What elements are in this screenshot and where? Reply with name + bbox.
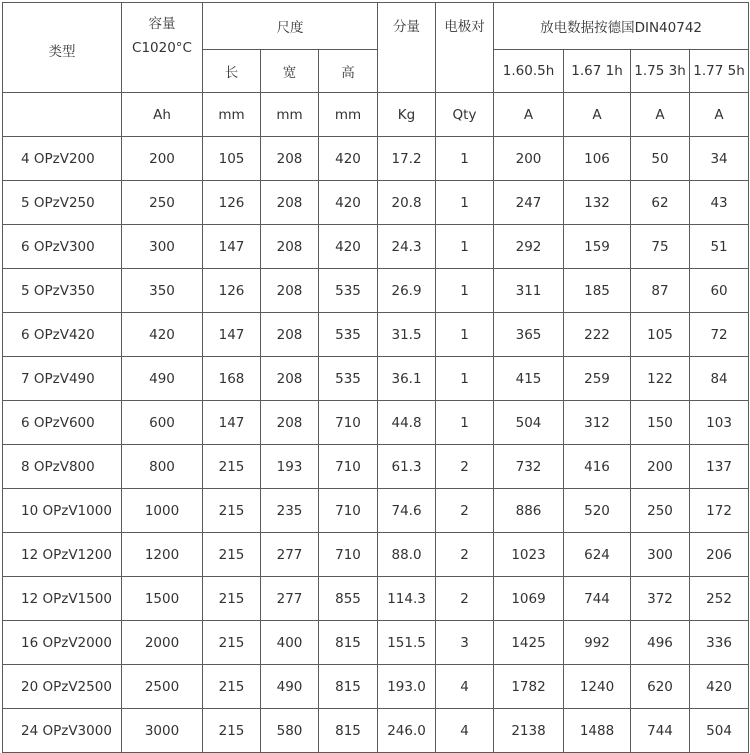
value-cell: 126 <box>203 181 261 225</box>
header-length: 长 <box>203 50 261 93</box>
table-row <box>3 445 749 489</box>
value-cell: 51 <box>690 225 749 269</box>
unit-cell: mm <box>319 93 378 137</box>
table-row <box>3 401 749 445</box>
table-row <box>3 665 749 709</box>
value-cell: 147 <box>203 401 261 445</box>
header-capacity-sub: C1020°C <box>132 40 192 56</box>
battery-spec-table <box>2 2 749 753</box>
model-cell: 12 OPzV1500 <box>3 577 122 621</box>
table-row <box>3 489 749 533</box>
header-capacity-label: 容量 <box>148 16 176 32</box>
value-cell: 1500 <box>122 577 203 621</box>
value-cell: 732 <box>494 445 564 489</box>
value-cell: 215 <box>203 709 261 753</box>
model-cell: 6 OPzV600 <box>3 401 122 445</box>
value-cell: 710 <box>319 401 378 445</box>
value-cell: 247 <box>494 181 564 225</box>
model-cell: 24 OPzV3000 <box>3 709 122 753</box>
value-cell: 185 <box>564 269 631 313</box>
value-cell: 1 <box>436 313 494 357</box>
value-cell: 535 <box>319 357 378 401</box>
value-cell: 415 <box>494 357 564 401</box>
value-cell: 103 <box>690 401 749 445</box>
value-cell: 620 <box>631 665 690 709</box>
value-cell: 992 <box>564 621 631 665</box>
units-row <box>3 93 749 137</box>
value-cell: 1200 <box>122 533 203 577</box>
value-cell: 4 <box>436 665 494 709</box>
value-cell: 1069 <box>494 577 564 621</box>
value-cell: 815 <box>319 621 378 665</box>
value-cell: 580 <box>261 709 319 753</box>
header-poles: 电极对 <box>436 3 494 93</box>
value-cell: 886 <box>494 489 564 533</box>
value-cell: 252 <box>690 577 749 621</box>
table-row <box>3 709 749 753</box>
value-cell: 312 <box>564 401 631 445</box>
units-cell-empty <box>3 93 122 137</box>
value-cell: 815 <box>319 709 378 753</box>
value-cell: 60 <box>690 269 749 313</box>
value-cell: 490 <box>122 357 203 401</box>
value-cell: 105 <box>631 313 690 357</box>
value-cell: 1240 <box>564 665 631 709</box>
value-cell: 3000 <box>122 709 203 753</box>
table-row <box>3 313 749 357</box>
model-cell: 7 OPzV490 <box>3 357 122 401</box>
unit-cell: A <box>631 93 690 137</box>
value-cell: 50 <box>631 137 690 181</box>
value-cell: 710 <box>319 489 378 533</box>
unit-cell: Kg <box>378 93 436 137</box>
unit-cell: A <box>690 93 749 137</box>
value-cell: 168 <box>203 357 261 401</box>
value-cell: 150 <box>631 401 690 445</box>
value-cell: 744 <box>631 709 690 753</box>
value-cell: 215 <box>203 665 261 709</box>
value-cell: 126 <box>203 269 261 313</box>
value-cell: 208 <box>261 313 319 357</box>
table-row <box>3 577 749 621</box>
value-cell: 200 <box>631 445 690 489</box>
value-cell: 26.9 <box>378 269 436 313</box>
value-cell: 44.8 <box>378 401 436 445</box>
header-discharge-col: 1.75 3h <box>631 50 690 93</box>
value-cell: 147 <box>203 225 261 269</box>
value-cell: 1 <box>436 357 494 401</box>
header-discharge-col: 1.67 1h <box>564 50 631 93</box>
value-cell: 193 <box>261 445 319 489</box>
table-row <box>3 181 749 225</box>
value-cell: 292 <box>494 225 564 269</box>
value-cell: 31.5 <box>378 313 436 357</box>
value-cell: 2 <box>436 489 494 533</box>
value-cell: 710 <box>319 445 378 489</box>
value-cell: 2500 <box>122 665 203 709</box>
model-cell: 5 OPzV250 <box>3 181 122 225</box>
value-cell: 159 <box>564 225 631 269</box>
header-height: 高 <box>319 50 378 93</box>
value-cell: 2 <box>436 445 494 489</box>
header-discharge: 放电数据按德国DIN40742 <box>494 3 749 50</box>
value-cell: 1 <box>436 225 494 269</box>
table-row <box>3 357 749 401</box>
value-cell: 72 <box>690 313 749 357</box>
value-cell: 122 <box>631 357 690 401</box>
header-row-1 <box>3 3 749 50</box>
value-cell: 520 <box>564 489 631 533</box>
value-cell: 2138 <box>494 709 564 753</box>
value-cell: 350 <box>122 269 203 313</box>
value-cell: 200 <box>122 137 203 181</box>
table-row <box>3 269 749 313</box>
value-cell: 114.3 <box>378 577 436 621</box>
header-discharge-col: 1.60.5h <box>494 50 564 93</box>
unit-cell: A <box>494 93 564 137</box>
value-cell: 34 <box>690 137 749 181</box>
value-cell: 151.5 <box>378 621 436 665</box>
value-cell: 1 <box>436 181 494 225</box>
value-cell: 1782 <box>494 665 564 709</box>
value-cell: 208 <box>261 181 319 225</box>
value-cell: 496 <box>631 621 690 665</box>
model-cell: 16 OPzV2000 <box>3 621 122 665</box>
value-cell: 420 <box>319 137 378 181</box>
value-cell: 246.0 <box>378 709 436 753</box>
value-cell: 311 <box>494 269 564 313</box>
header-capacity <box>122 3 203 93</box>
value-cell: 1 <box>436 269 494 313</box>
value-cell: 137 <box>690 445 749 489</box>
value-cell: 420 <box>690 665 749 709</box>
value-cell: 1488 <box>564 709 631 753</box>
value-cell: 17.2 <box>378 137 436 181</box>
value-cell: 36.1 <box>378 357 436 401</box>
value-cell: 1 <box>436 401 494 445</box>
value-cell: 62 <box>631 181 690 225</box>
value-cell: 535 <box>319 269 378 313</box>
value-cell: 132 <box>564 181 631 225</box>
value-cell: 1425 <box>494 621 564 665</box>
value-cell: 215 <box>203 621 261 665</box>
value-cell: 300 <box>122 225 203 269</box>
value-cell: 24.3 <box>378 225 436 269</box>
value-cell: 222 <box>564 313 631 357</box>
header-weight: 分量 <box>378 3 436 93</box>
value-cell: 215 <box>203 489 261 533</box>
value-cell: 336 <box>690 621 749 665</box>
value-cell: 74.6 <box>378 489 436 533</box>
value-cell: 193.0 <box>378 665 436 709</box>
value-cell: 416 <box>564 445 631 489</box>
model-cell: 10 OPzV1000 <box>3 489 122 533</box>
value-cell: 744 <box>564 577 631 621</box>
model-cell: 6 OPzV300 <box>3 225 122 269</box>
value-cell: 215 <box>203 445 261 489</box>
value-cell: 4 <box>436 709 494 753</box>
header-width: 宽 <box>261 50 319 93</box>
value-cell: 372 <box>631 577 690 621</box>
unit-cell: A <box>564 93 631 137</box>
table-row <box>3 137 749 181</box>
value-cell: 172 <box>690 489 749 533</box>
model-cell: 20 OPzV2500 <box>3 665 122 709</box>
value-cell: 147 <box>203 313 261 357</box>
unit-cell: mm <box>203 93 261 137</box>
value-cell: 710 <box>319 533 378 577</box>
value-cell: 208 <box>261 137 319 181</box>
value-cell: 277 <box>261 577 319 621</box>
value-cell: 215 <box>203 533 261 577</box>
value-cell: 208 <box>261 357 319 401</box>
value-cell: 535 <box>319 313 378 357</box>
header-discharge-col: 1.77 5h <box>690 50 749 93</box>
table-row <box>3 225 749 269</box>
value-cell: 206 <box>690 533 749 577</box>
value-cell: 61.3 <box>378 445 436 489</box>
value-cell: 2 <box>436 533 494 577</box>
value-cell: 300 <box>631 533 690 577</box>
value-cell: 490 <box>261 665 319 709</box>
model-cell: 8 OPzV800 <box>3 445 122 489</box>
header-dimensions: 尺度 <box>203 3 378 50</box>
value-cell: 420 <box>122 313 203 357</box>
value-cell: 235 <box>261 489 319 533</box>
value-cell: 200 <box>494 137 564 181</box>
value-cell: 504 <box>494 401 564 445</box>
unit-cell: Qty <box>436 93 494 137</box>
value-cell: 365 <box>494 313 564 357</box>
value-cell: 88.0 <box>378 533 436 577</box>
model-cell: 4 OPzV200 <box>3 137 122 181</box>
table-row <box>3 621 749 665</box>
model-cell: 12 OPzV1200 <box>3 533 122 577</box>
value-cell: 20.8 <box>378 181 436 225</box>
header-type: 类型 <box>3 3 122 93</box>
unit-cell: Ah <box>122 93 203 137</box>
value-cell: 420 <box>319 181 378 225</box>
value-cell: 1023 <box>494 533 564 577</box>
value-cell: 400 <box>261 621 319 665</box>
value-cell: 75 <box>631 225 690 269</box>
value-cell: 3 <box>436 621 494 665</box>
value-cell: 504 <box>690 709 749 753</box>
model-cell: 6 OPzV420 <box>3 313 122 357</box>
value-cell: 43 <box>690 181 749 225</box>
value-cell: 106 <box>564 137 631 181</box>
value-cell: 105 <box>203 137 261 181</box>
value-cell: 855 <box>319 577 378 621</box>
value-cell: 815 <box>319 665 378 709</box>
value-cell: 800 <box>122 445 203 489</box>
value-cell: 87 <box>631 269 690 313</box>
value-cell: 250 <box>122 181 203 225</box>
value-cell: 250 <box>631 489 690 533</box>
value-cell: 215 <box>203 577 261 621</box>
table-row <box>3 533 749 577</box>
value-cell: 420 <box>319 225 378 269</box>
value-cell: 208 <box>261 269 319 313</box>
value-cell: 624 <box>564 533 631 577</box>
value-cell: 208 <box>261 225 319 269</box>
value-cell: 1000 <box>122 489 203 533</box>
value-cell: 208 <box>261 401 319 445</box>
model-cell: 5 OPzV350 <box>3 269 122 313</box>
value-cell: 1 <box>436 137 494 181</box>
value-cell: 259 <box>564 357 631 401</box>
unit-cell: mm <box>261 93 319 137</box>
value-cell: 600 <box>122 401 203 445</box>
value-cell: 277 <box>261 533 319 577</box>
value-cell: 2 <box>436 577 494 621</box>
value-cell: 2000 <box>122 621 203 665</box>
value-cell: 84 <box>690 357 749 401</box>
